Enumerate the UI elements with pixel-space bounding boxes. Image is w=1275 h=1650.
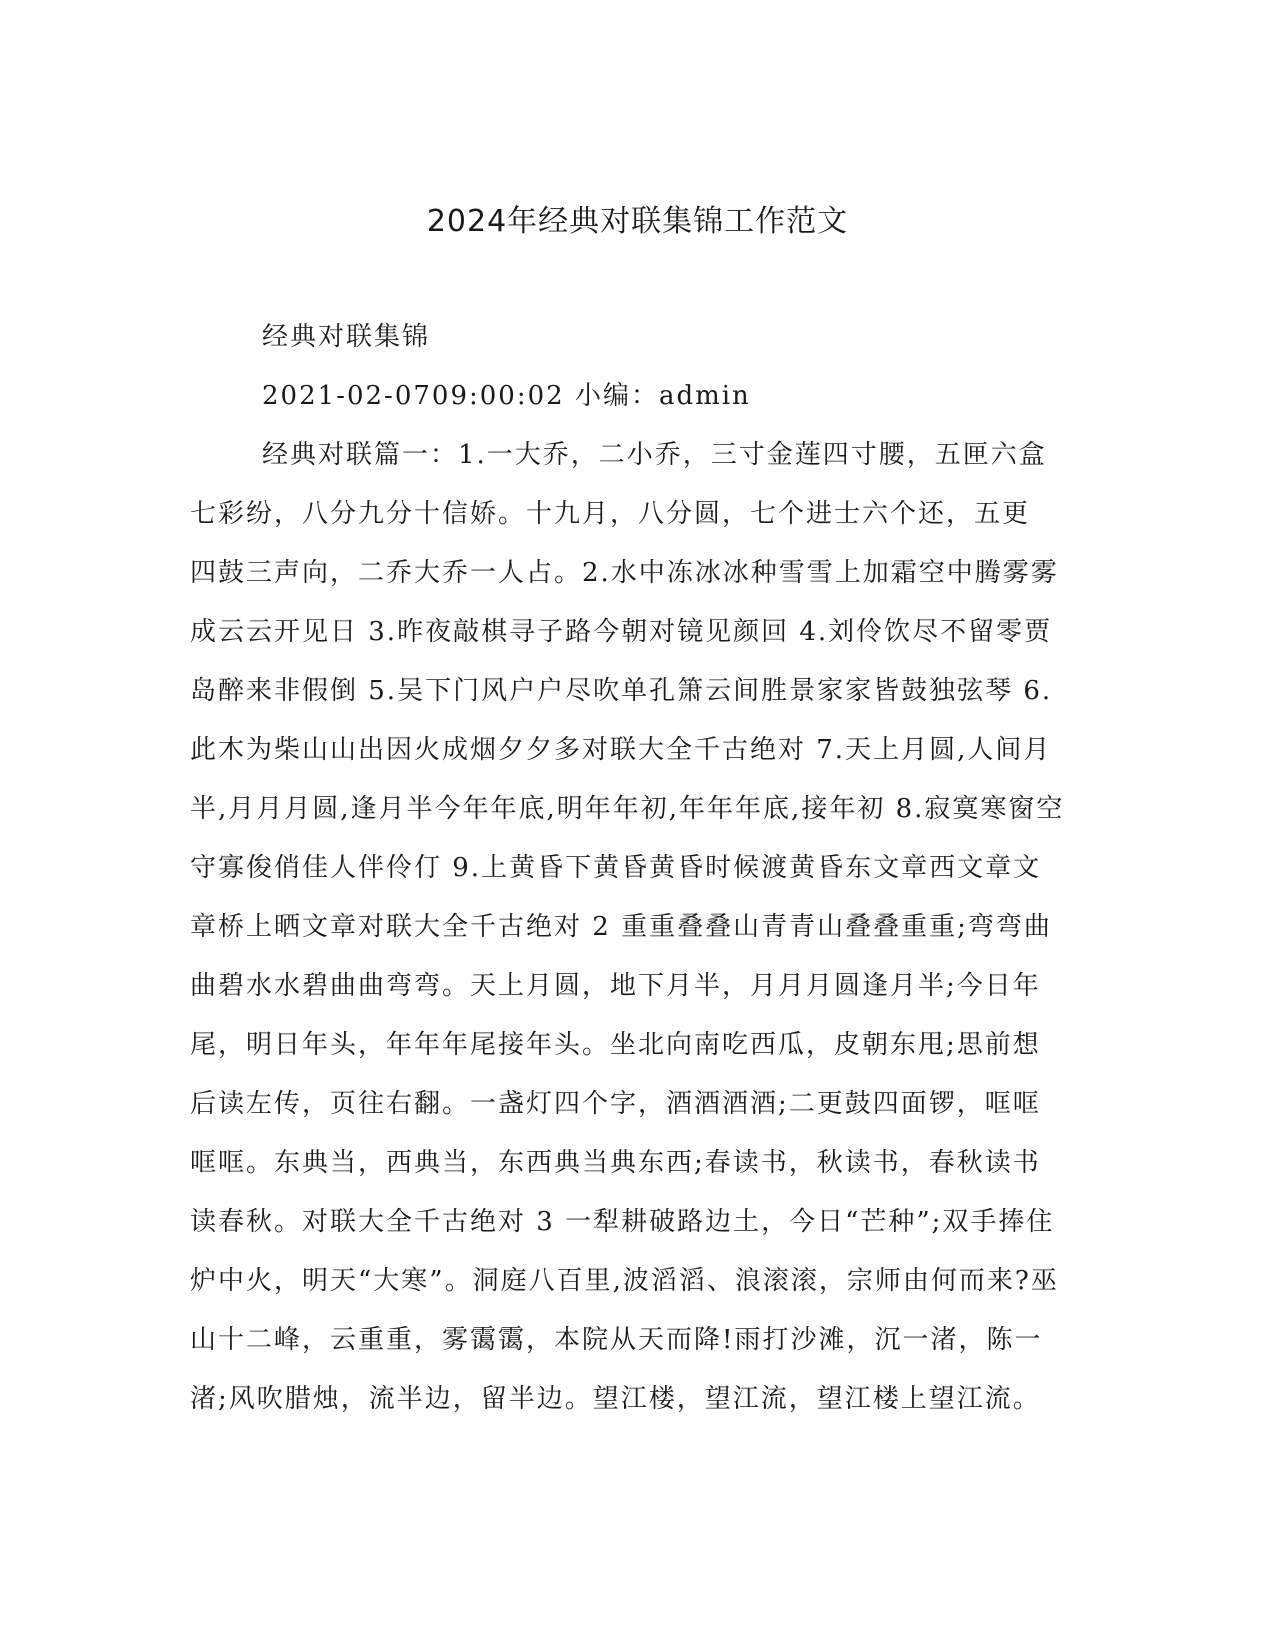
paragraph-line: 后读左传，页往右翻。一盏灯四个字，酒酒酒酒;二更鼓四面锣，哐哐 bbox=[190, 1089, 1041, 1119]
paragraph-line: 半,月月月圆,逢月半今年年底,明年年初,年年年底,接年初 8.寂寞寒窗空 bbox=[190, 794, 1065, 824]
paragraph-line: 成云云开见日 3.昨夜敲棋寻子路今朝对镜见颜回 4.刘伶饮尽不留零贾 bbox=[190, 617, 1053, 647]
section-heading: 经典对联集锦 bbox=[262, 322, 431, 352]
paragraph-line: 山十二峰，云重重，雾霭霭，本院从天而降!雨打沙滩，沉一渚，陈一 bbox=[190, 1325, 1043, 1355]
paragraph-line: 曲碧水水碧曲曲弯弯。天上月圆，地下月半，月月月圆逢月半;今日年 bbox=[190, 971, 1041, 1001]
paragraph-line: 经典对联篇一：1.一大乔，二小乔，三寸金莲四寸腰，五匣六盒 bbox=[262, 440, 1047, 470]
paragraph-line: 此木为柴山山出因火成烟夕夕多对联大全千古绝对 7.天上月圆,人间月 bbox=[190, 735, 1052, 765]
paragraph-line: 尾，明日年头，年年年尾接年头。坐北向南吃西瓜，皮朝东甩;思前想 bbox=[190, 1030, 1041, 1060]
paragraph-line: 渚;风吹腊烛，流半边，留半边。望江楼，望江流，望江楼上望江流。 bbox=[190, 1384, 1041, 1414]
document-title: 2024年经典对联集锦工作范文 bbox=[426, 204, 849, 239]
paragraph-line: 读春秋。对联大全千古绝对 3 一犁耕破路边土，今日“芒种”;双手捧住 bbox=[190, 1207, 1055, 1237]
paragraph-line: 岛醉来非假倒 5.吴下门风户户尽吹单孔箫云间胜景家家皆鼓独弦琴 6. bbox=[190, 676, 1053, 706]
paragraph-line: 四鼓三声向，二乔大乔一人占。2.水中冻冰冰种雪雪上加霜空中腾雾雾 bbox=[190, 558, 1059, 588]
paragraph-line: 炉中火，明天“大寒”。洞庭八百里,波滔滔、浪滚滚，宗师由何而来?巫 bbox=[190, 1266, 1059, 1296]
meta-line: 2021-02-0709:00:02 小编：admin bbox=[262, 381, 751, 411]
paragraph-line: 七彩纷，八分九分十信娇。十九月，八分圆，七个进士六个还，五更 bbox=[190, 499, 1031, 529]
paragraph-line: 守寡俊俏佳人伴伶仃 9.上黄昏下黄昏黄昏时候渡黄昏东文章西文章文 bbox=[190, 853, 1042, 883]
paragraph-line: 哐哐。东典当，西典当，东西典当典东西;春读书，秋读书，春秋读书 bbox=[190, 1148, 1041, 1178]
paragraph-line: 章桥上晒文章对联大全千古绝对 2 重重叠叠山青青山叠叠重重;弯弯曲 bbox=[190, 912, 1052, 942]
